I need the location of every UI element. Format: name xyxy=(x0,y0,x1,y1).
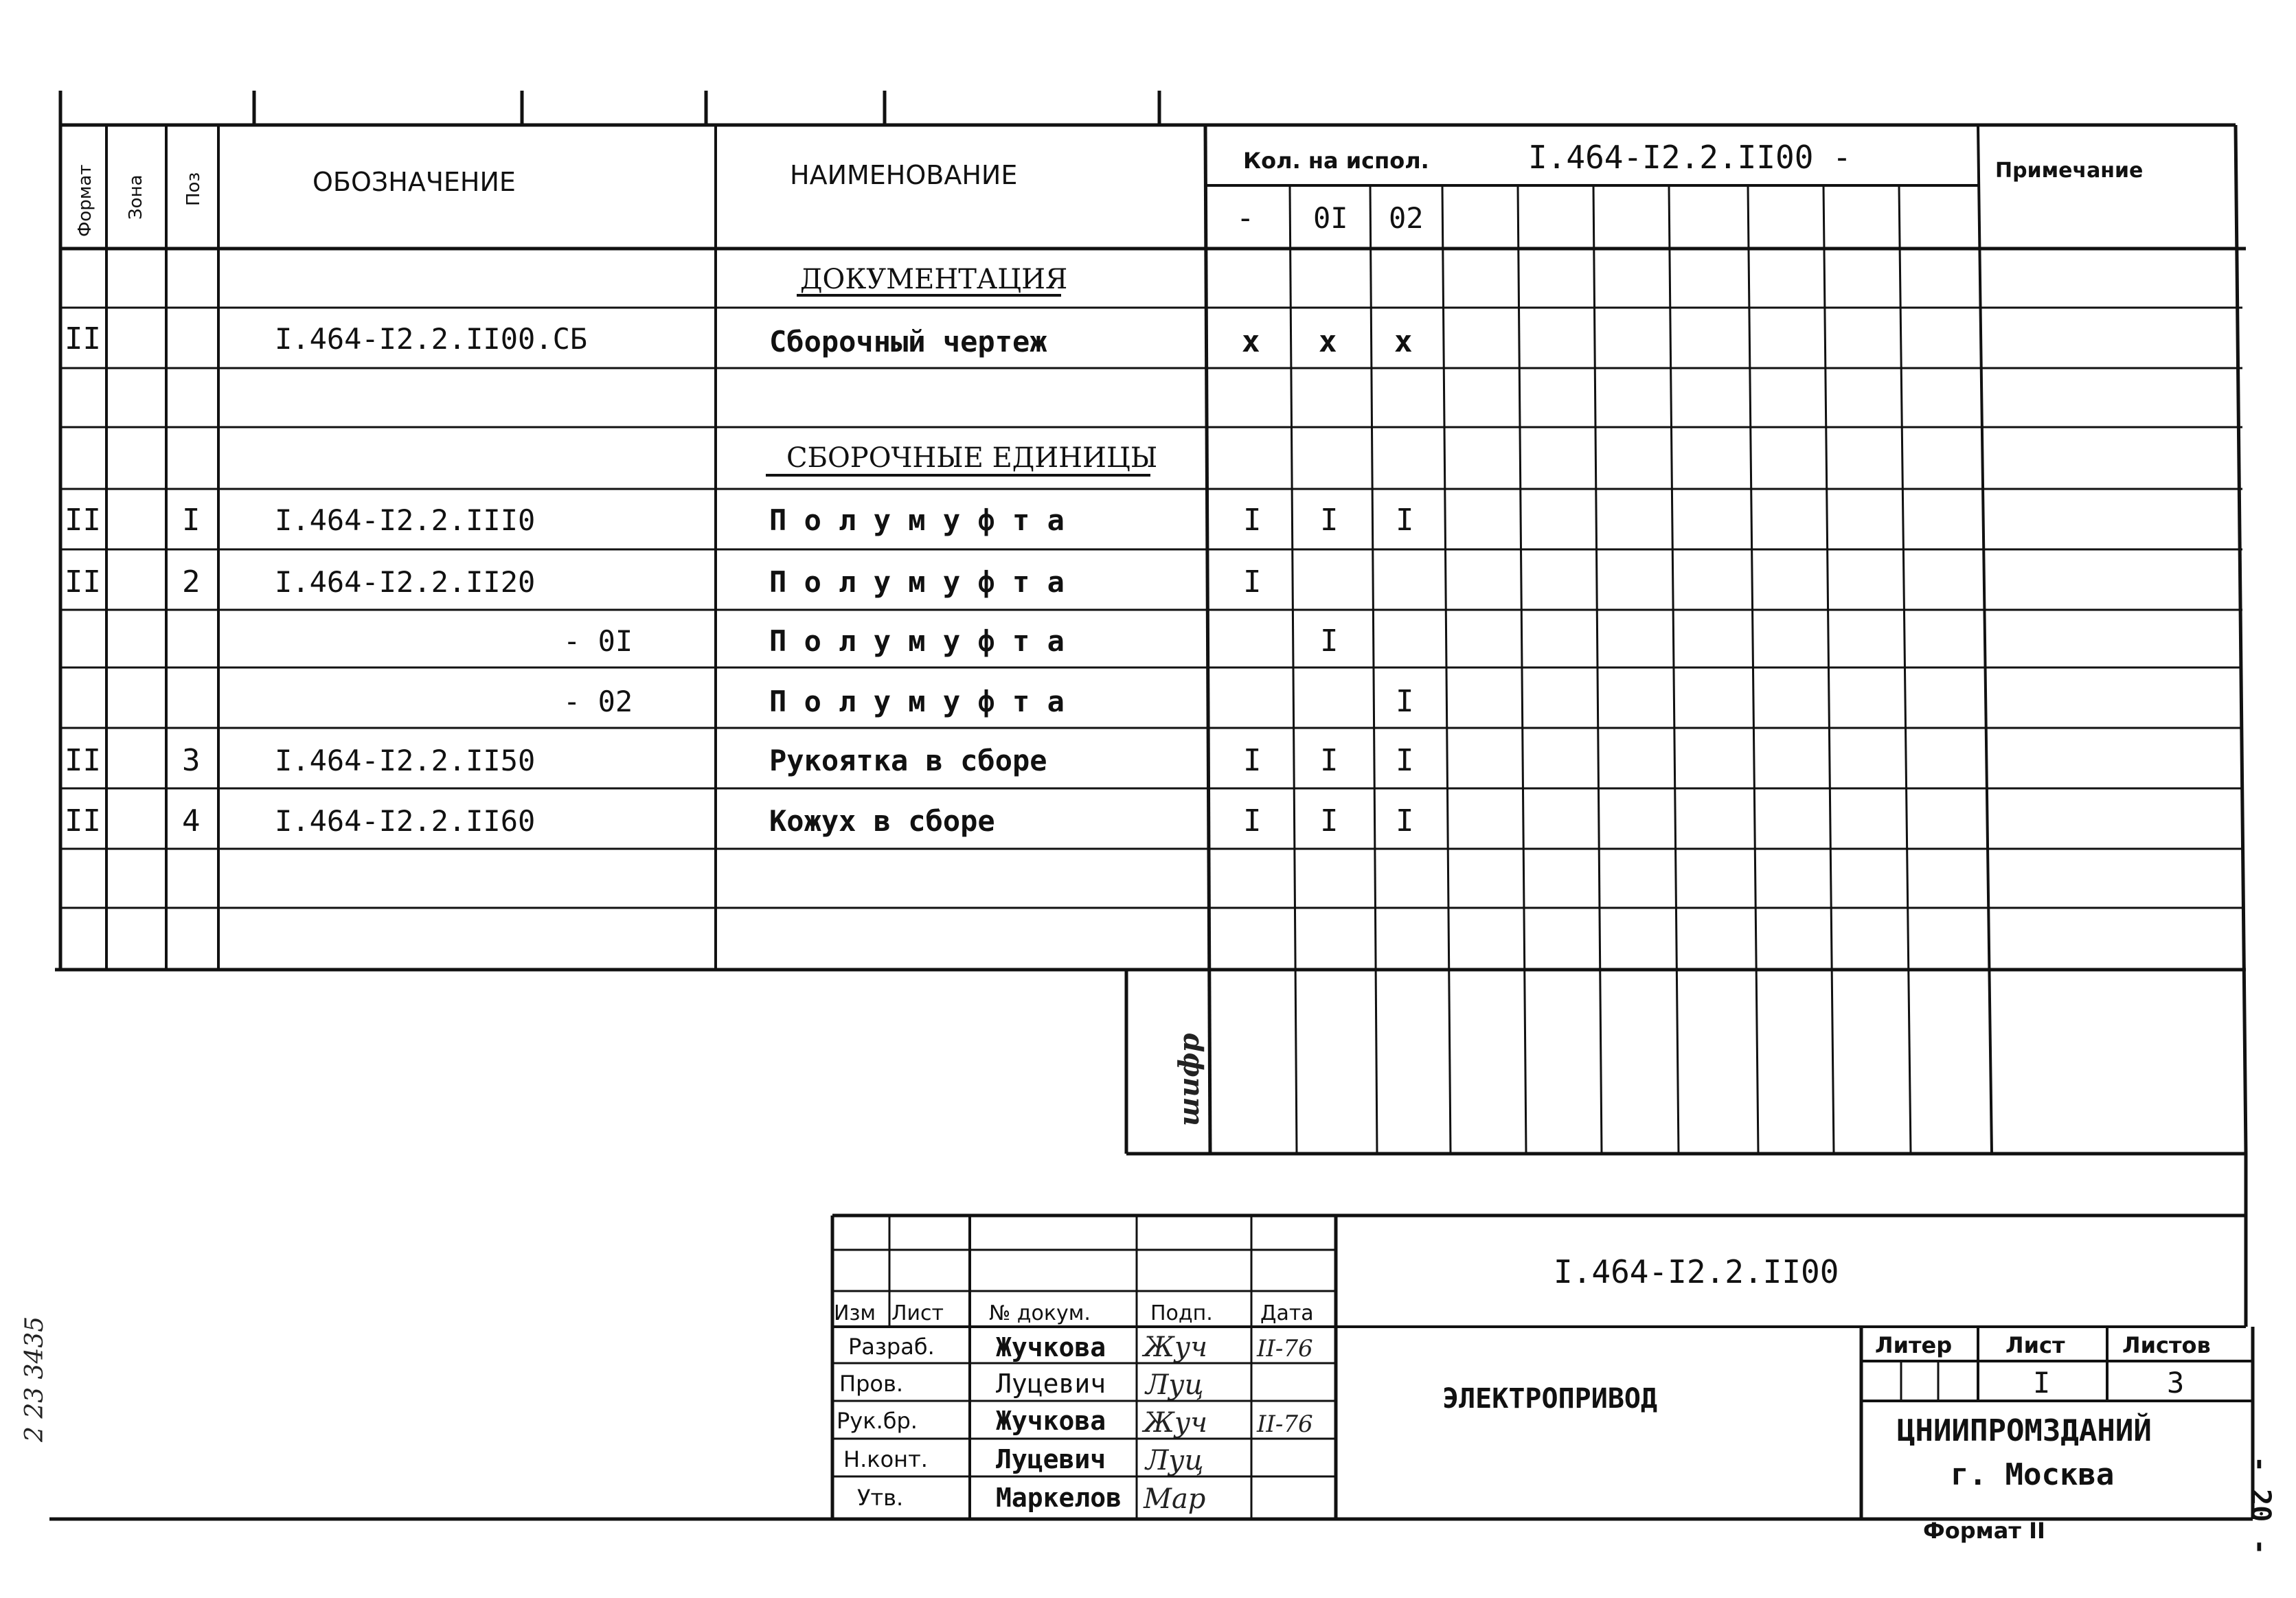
table-row xyxy=(65,321,1413,359)
row-format: II xyxy=(65,564,101,600)
table-row xyxy=(65,743,1414,778)
col-header-date: Дата xyxy=(1260,1301,1314,1325)
signer-signature: Мар xyxy=(1144,1483,1206,1515)
row-format: II xyxy=(65,503,101,538)
signer-role: Разраб. xyxy=(848,1334,935,1360)
signer-name: Луцевич xyxy=(996,1369,1106,1399)
litera-label: Литер xyxy=(1875,1332,1953,1358)
signer-date: II-76 xyxy=(1257,1335,1313,1362)
table-row xyxy=(65,564,1262,600)
header-variant-1: - xyxy=(1236,201,1255,236)
table-header xyxy=(75,139,2143,237)
signer-signature: Жуч xyxy=(1144,1407,1208,1439)
row-format: II xyxy=(65,743,101,778)
col-header-doc-no: № докум. xyxy=(989,1301,1091,1325)
sheets-label: Листов xyxy=(2122,1332,2211,1358)
row-qty-1: x xyxy=(1242,324,1260,359)
row-qty-2: I xyxy=(1320,503,1339,538)
header-format: Формат xyxy=(75,164,95,237)
table-row xyxy=(65,803,1414,838)
signer-signature: Луц xyxy=(1146,1445,1204,1476)
col-header-sign: Подп. xyxy=(1150,1301,1213,1325)
header-qty-doc: I.464-I2.2.II00 - xyxy=(1528,139,1852,176)
row-name: Рукоятка в сборе xyxy=(769,744,1047,777)
row-qty-3: I xyxy=(1396,503,1414,538)
row-designation: - 0I xyxy=(563,624,633,658)
row-pos: I xyxy=(182,503,201,538)
signer-role: Пров. xyxy=(839,1371,903,1397)
row-qty-3: I xyxy=(1396,803,1414,838)
signer-name: Жучкова xyxy=(996,1332,1106,1362)
row-name: П о л у м у ф т а xyxy=(769,685,1065,718)
table-row xyxy=(65,503,1414,538)
header-variant-3: 02 xyxy=(1389,201,1424,235)
sheets-count: 3 xyxy=(2167,1366,2185,1400)
row-qty-3: I xyxy=(1396,743,1414,778)
org-city: г. Москва xyxy=(1951,1457,2115,1492)
signer-signature: Луц xyxy=(1146,1369,1204,1401)
sheet-number: I xyxy=(2033,1366,2051,1400)
header-qty-label: Кол. на испол. xyxy=(1243,148,1429,174)
header-designation: ОБОЗНАЧЕНИЕ xyxy=(312,167,516,197)
row-designation: I.464-I2.2.III0 xyxy=(275,503,536,537)
product-name: ЭЛЕКТРОПРИВОД xyxy=(1442,1383,1658,1415)
format-footer: Формат II xyxy=(1923,1518,2045,1544)
header-note: Примечание xyxy=(1995,159,2144,183)
header-pos: Поз xyxy=(183,172,204,206)
signer-signature: Жуч xyxy=(1144,1332,1208,1363)
row-qty-3: x xyxy=(1394,324,1413,359)
section-documentation: ДОКУМЕНТАЦИЯ xyxy=(800,264,1068,295)
signer-role: Рук.бр. xyxy=(837,1408,918,1434)
row-format: II xyxy=(65,803,101,838)
section-assemblies: СБОРОЧНЫЕ ЕДИНИЦЫ xyxy=(786,442,1158,474)
header-zone: Зона xyxy=(126,174,146,220)
signer-role: Утв. xyxy=(857,1485,904,1511)
header-variant-2: 0I xyxy=(1313,201,1348,235)
col-header-sheet: Лист xyxy=(891,1301,944,1325)
sheet-label: Лист xyxy=(2005,1332,2065,1358)
row-qty-1: I xyxy=(1243,803,1262,838)
row-format: II xyxy=(65,321,101,356)
row-name: Кожух в сборе xyxy=(769,804,995,838)
row-qty-2: I xyxy=(1320,803,1339,838)
row-name: П о л у м у ф т а xyxy=(769,565,1065,599)
header-name: НАИМЕНОВАНИЕ xyxy=(790,160,1018,190)
signer-name: Маркелов xyxy=(996,1483,1122,1513)
row-qty-2: I xyxy=(1320,743,1339,778)
row-qty-3: I xyxy=(1396,684,1414,719)
table-row xyxy=(563,624,1339,659)
row-qty-1: I xyxy=(1243,564,1262,600)
table-row xyxy=(563,684,1414,719)
row-pos: 2 xyxy=(182,564,201,600)
row-designation: I.464-I2.2.II20 xyxy=(275,565,536,599)
row-designation: - 02 xyxy=(563,685,633,718)
signer-date: II-76 xyxy=(1257,1411,1313,1438)
row-pos: 4 xyxy=(182,803,201,838)
row-qty-1: I xyxy=(1243,743,1262,778)
row-designation: I.464-I2.2.II00.СБ xyxy=(275,322,588,356)
main-table-grid xyxy=(55,125,2246,1154)
row-name: Сборочный чертеж xyxy=(769,325,1047,358)
cipher-label: шифр xyxy=(1173,1033,1205,1126)
row-qty-1: I xyxy=(1243,503,1262,538)
signer-name: Жучкова xyxy=(996,1406,1106,1436)
top-stubs xyxy=(60,91,1159,125)
signer-name: Луцевич xyxy=(996,1444,1106,1474)
row-pos: 3 xyxy=(182,743,201,778)
row-designation: I.464-I2.2.II60 xyxy=(275,804,536,838)
row-name: П о л у м у ф т а xyxy=(769,624,1065,658)
signer-role: Н.конт. xyxy=(843,1446,928,1472)
page-number: - 20 - xyxy=(2244,1456,2276,1555)
col-header-change: Изм xyxy=(834,1301,876,1325)
row-qty-2: x xyxy=(1319,324,1337,359)
margin-mark: 2 23 3435 xyxy=(21,1316,49,1442)
row-qty-2: I xyxy=(1320,624,1339,659)
org-name: ЦНИИПРОМЗДАНИЙ xyxy=(1897,1413,2152,1448)
row-designation: I.464-I2.2.II50 xyxy=(275,744,536,777)
row-name: П о л у м у ф т а xyxy=(769,503,1065,537)
doc-number: I.464-I2.2.II00 xyxy=(1554,1253,1839,1290)
